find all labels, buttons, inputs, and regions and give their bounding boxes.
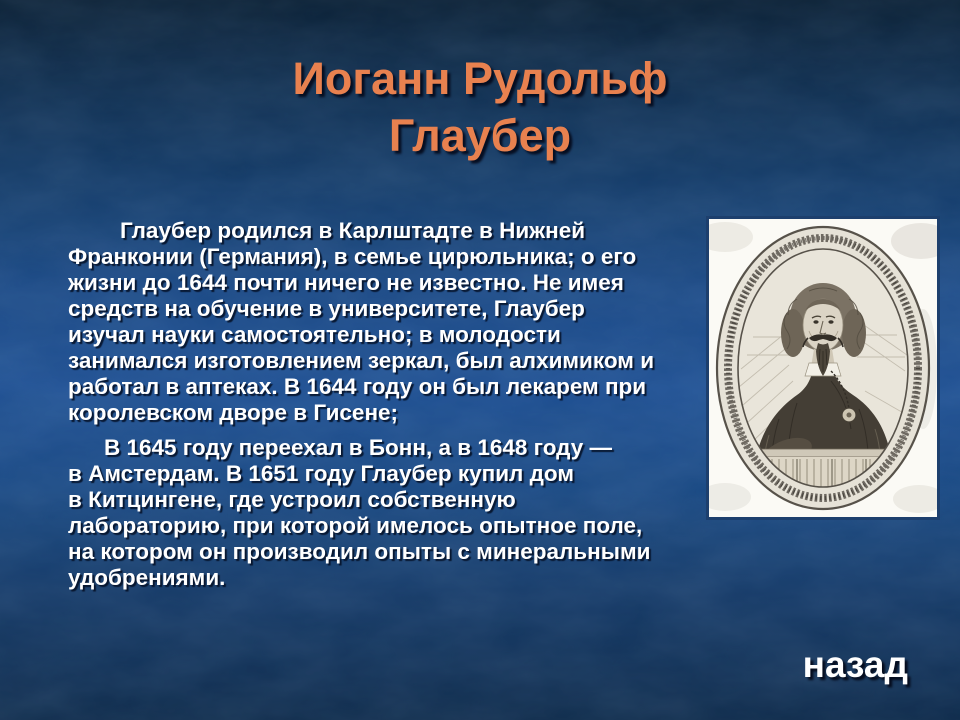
portrait-frame xyxy=(706,216,940,520)
text-line: изучал науки самостоятельно; в молодости xyxy=(68,322,561,347)
page-title-line-2: Глаубер xyxy=(388,110,572,161)
page-title-line-1: Иоганн Рудольф xyxy=(292,53,668,104)
page-title xyxy=(0,50,960,164)
paragraph-1 xyxy=(68,218,713,426)
text-line: работал в аптеках. В 1644 году он был лекарем при xyxy=(68,374,647,399)
portrait-engraving xyxy=(709,219,937,517)
text-line: лабораторию, при которой имелось опытное поле, xyxy=(68,513,643,538)
back-button[interactable]: назад xyxy=(802,644,908,685)
text-line: средств на обучение в университете, Глаубер xyxy=(68,296,585,321)
text-line: Франконии (Германия), в семье цирюльника; о его xyxy=(68,244,637,269)
text-line: занимался изготовлением зеркал, был алхимиком и xyxy=(68,348,655,373)
text-line: В 1645 году переехал в Бонн, а в 1648 году — xyxy=(104,435,612,460)
text-line: королевском дворе в Гисене; xyxy=(68,400,399,425)
body-text-block xyxy=(68,218,713,591)
text-line: жизни до 1644 почти ничего не известно. Не имея xyxy=(68,270,624,295)
text-line: на котором он производил опыты с минеральными xyxy=(68,539,651,564)
text-line: в Амстердам. В 1651 году Глаубер купил дом xyxy=(68,461,574,486)
text-line: в Китцингене, где устроил собственную xyxy=(68,487,516,512)
paragraph-2 xyxy=(68,435,713,591)
text-line: Глаубер родился в Карлштадте в Нижней xyxy=(120,218,586,243)
text-line: удобрениями. xyxy=(68,565,226,590)
